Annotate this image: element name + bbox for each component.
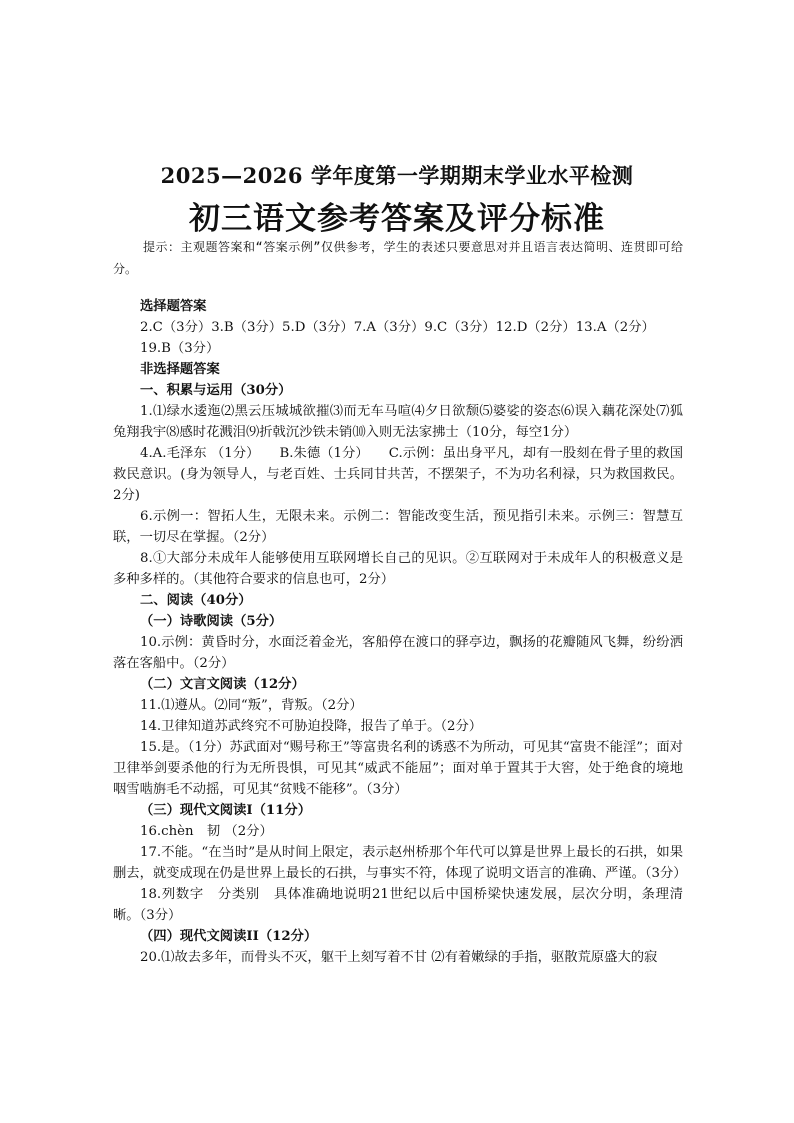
answer-q8: 8.①大部分未成年人能够使用互联网增长自己的见识。②互联网对于未成年人的积极意义是多种多样的。（其他符合要求的信息也可，2分） bbox=[113, 551, 683, 587]
section-heading-1: 一、积累与运用（30分） bbox=[140, 383, 292, 398]
subsection-poetry: （一）诗歌阅读（5分） bbox=[140, 614, 283, 629]
answer-q11: 11.⑴遵从。⑵同“叛”，背叛。（2分） bbox=[140, 698, 363, 713]
answer-q16: 16.chèn 韧 （2分） bbox=[140, 824, 273, 839]
choice-heading: 选择题答案 bbox=[140, 299, 207, 314]
subsection-classical: （二）文言文阅读（12分） bbox=[140, 677, 305, 692]
answer-q1: 1.⑴绿水逶迤⑵黑云压城城欲摧⑶而无车马喧⑷夕日欲颓⑸婆娑的姿态⑹误入藕花深处⑺狐兔翔我宇⑻感时花溅泪⑼折戟沉沙铁未销⑽入则无法家拂士（10分，每空1分） bbox=[113, 404, 683, 440]
answer-key-title: 初三语文参考答案及评分标准 bbox=[189, 201, 605, 237]
answer-q20: 20.⑴故去多年，而骨头不灭，躯干上刻写着不甘 ⑵有着嫩绿的手指，驱散荒原盛大的寂 bbox=[140, 950, 658, 965]
answer-q15: 15.是。（1分）苏武面对“赐号称王”等富贵名利的诱惑不为所动，可见其“富贵不能淫”；面对卫律举剑要杀他的行为无所畏惧，可见其“威武不能屈”；面对单于置其于大窖，处于绝食的境地咽雪啮旃毛不动摇，可见其“贫贱不能移”。（3分） bbox=[113, 740, 683, 797]
answer-content bbox=[113, 296, 687, 968]
grading-hint: 提示：主观题答案和“答案示例”仅供参考，学生的表述只要意思对并且语言表达简明、连贯即可给分。 bbox=[113, 240, 683, 276]
answer-q17: 17.不能。“在当时”是从时间上限定，表示赵州桥那个年代可以算是世界上最长的石拱，如果删去，就变成现在仍是世界上最长的石拱，与事实不符，体现了说明文语言的准确、严谨。（3分） bbox=[113, 845, 687, 881]
subsection-modern-2: （四）现代文阅读II（12分） bbox=[140, 929, 318, 944]
nonchoice-heading: 非选择题答案 bbox=[140, 362, 220, 377]
subsection-modern-1: （三）现代文阅读I（11分） bbox=[140, 803, 311, 818]
answer-q4: 4.A.毛泽东 （1分） B.朱德（1分） C.示例：虽出身平凡，却有一股刻在骨子里的救国救民意识。(身为领导人，与老百姓、士兵同甘共苦，不摆架子，不为功名利禄，只为救国救民。2分) bbox=[113, 446, 683, 503]
answer-q18: 18.列数字 分类别 具体准确地说明21世纪以后中国桥梁快速发展，层次分明，条理清晰。（3分） bbox=[113, 887, 683, 923]
section-heading-2: 二、阅读（40分） bbox=[140, 593, 252, 608]
exam-title: 2025—2026 学年度第一学期期末学业水平检测 bbox=[160, 163, 634, 188]
answer-q10: 10.示例：黄昏时分，水面泛着金光，客船停在渡口的驿亭边，飘扬的花瓣随风飞舞，纷纷洒落在客船中。（2分） bbox=[113, 635, 683, 671]
choice-answers-line2: 19.B（3分） bbox=[140, 341, 220, 356]
answer-q6: 6.示例一：智拓人生，无限未来。示例二：智能改变生活，预见指引未来。示例三：智慧互联，一切尽在掌握。（2分） bbox=[113, 509, 683, 545]
answer-q14: 14.卫律知道苏武终究不可胁迫投降，报告了单于。（2分） bbox=[140, 719, 483, 734]
choice-answers-line1: 2.C（3分）3.B（3分）5.D（3分）7.A（3分）9.C（3分）12.D（2分）13.A（2分） bbox=[140, 320, 655, 335]
